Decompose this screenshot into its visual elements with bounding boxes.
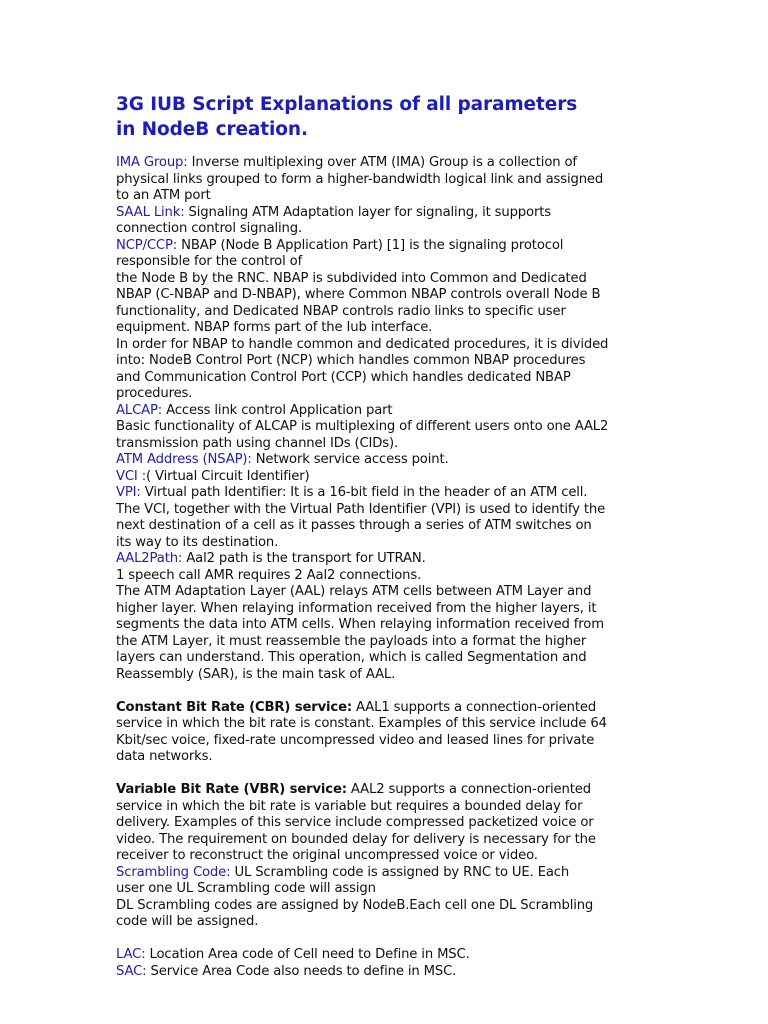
text-line xyxy=(116,815,656,832)
term-label: ATM Address (NSAP): xyxy=(116,452,252,467)
line-text: AAL1 supports a connection-oriented xyxy=(352,699,597,715)
text-line xyxy=(116,617,656,634)
text-line xyxy=(116,287,656,304)
term-label: Constant Bit Rate (CBR) service: xyxy=(116,699,353,715)
term-label: NCP/CCP: xyxy=(116,237,178,253)
line-text: video. The requirement on bounded delay for delivery is necessary for the xyxy=(116,831,596,847)
text-line xyxy=(116,188,656,205)
blank-line xyxy=(116,766,656,783)
line-text: Access link control Application part xyxy=(162,402,393,418)
line-text: the Node B by the RNC. NBAP is subdivided into Common and Dedicated xyxy=(116,270,587,286)
line-text: segments the data into ATM cells. When relaying information received from xyxy=(116,617,604,632)
text-line xyxy=(116,254,656,271)
line-text: to an ATM port xyxy=(116,188,211,203)
text-line xyxy=(116,518,656,535)
term-label: LAC: xyxy=(116,947,146,962)
line-text: delivery. Examples of this service include compressed packetized voice or xyxy=(116,815,594,830)
text-line xyxy=(116,848,656,865)
text-line xyxy=(116,650,656,667)
text-line xyxy=(116,535,656,552)
definition-line xyxy=(116,403,656,420)
term-label: VPI: xyxy=(116,485,141,500)
blank-line xyxy=(116,683,656,700)
definition-line xyxy=(116,964,656,981)
line-text: DL Scrambling codes are assigned by NodeB.Each cell one DL Scrambling xyxy=(116,897,594,913)
line-text: functionality, and Dedicated NBAP controls radio links to specific user xyxy=(116,303,566,319)
line-text: its way to its destination. xyxy=(116,534,279,550)
line-text: Location Area code of Cell need to Define in MSC. xyxy=(145,947,470,962)
text-line xyxy=(116,502,656,519)
line-text: Service Area Code also needs to define in MSC. xyxy=(146,963,457,979)
definition-line xyxy=(116,205,656,222)
definition-line xyxy=(116,865,656,882)
blank-line xyxy=(116,931,656,948)
line-text: Kbit/sec voice, fixed-rate uncompressed video and leased lines for private xyxy=(116,732,595,748)
definition-line xyxy=(116,551,656,568)
document-page xyxy=(116,92,656,980)
term-label: SAC: xyxy=(116,963,147,979)
term-label: VCI : xyxy=(116,468,147,484)
text-line xyxy=(116,172,656,189)
line-text: next destination of a cell as it passes through a series of ATM switches on xyxy=(116,518,592,533)
line-text: Basic functionality of ALCAP is multiplexing of different users onto one AAL2 xyxy=(116,419,609,434)
text-line xyxy=(116,436,656,453)
term-label: IMA Group: xyxy=(116,155,188,170)
text-line xyxy=(116,881,656,898)
definition-line xyxy=(116,700,656,717)
text-line xyxy=(116,733,656,750)
term-label: AAL2Path: xyxy=(116,551,183,566)
text-line xyxy=(116,568,656,585)
text-line xyxy=(116,601,656,618)
line-text: procedures. xyxy=(116,386,193,401)
line-text: The ATM Adaptation Layer (AAL) relays ATM cells between ATM Layer and xyxy=(116,584,592,599)
line-text: Virtual path Identifier: It is a 16-bit field in the header of an ATM cell. xyxy=(140,485,588,500)
line-text: and Communication Control Port (CCP) which handles dedicated NBAP xyxy=(116,369,571,385)
term-label: Scrambling Code: xyxy=(116,864,231,880)
text-line xyxy=(116,320,656,337)
definition-line xyxy=(116,947,656,964)
text-line xyxy=(116,667,656,684)
definition-line xyxy=(116,452,656,469)
line-text: responsible for the control of xyxy=(116,254,303,269)
line-text: into: NodeB Control Port (NCP) which handles common NBAP procedures xyxy=(116,353,586,368)
line-text: higher layer. When relaying information received from the higher layers, it xyxy=(116,600,597,616)
definition-line xyxy=(116,782,656,799)
line-text: NBAP (Node B Application Part) [1] is the signaling protocol xyxy=(177,237,564,253)
definition-line xyxy=(116,485,656,502)
text-line xyxy=(116,799,656,816)
term-label: Variable Bit Rate (VBR) service: xyxy=(116,782,347,797)
text-line xyxy=(116,419,656,436)
line-text: connection control signaling. xyxy=(116,221,302,236)
line-text: transmission path using channel IDs (CIDs). xyxy=(116,435,399,451)
text-line xyxy=(116,832,656,849)
line-text: equipment. NBAP forms part of the Iub interface. xyxy=(116,320,433,335)
line-text: service in which the bit rate is constant. Examples of this service include 64 xyxy=(116,716,607,731)
line-text: UL Scrambling code is assigned by RNC to UE. Each xyxy=(230,864,570,880)
line-text: The VCI, together with the Virtual Path Identifier (VPI) is used to identify the xyxy=(116,501,606,517)
definition-line xyxy=(116,469,656,486)
line-text: 1 speech call AMR requires 2 Aal2 connections. xyxy=(116,567,422,583)
title-line: in NodeB creation. xyxy=(116,119,308,140)
document-body xyxy=(116,155,656,980)
line-text: Reassembly (SAR), is the main task of AAL. xyxy=(116,666,396,682)
line-text: NBAP (C-NBAP and D-NBAP), where Common NBAP controls overall Node B xyxy=(116,287,601,302)
line-text: receiver to reconstruct the original uncompressed voice or video. xyxy=(116,848,538,863)
text-line xyxy=(116,634,656,651)
text-line xyxy=(116,370,656,387)
line-text: Network service access point. xyxy=(251,452,449,467)
line-text: Inverse multiplexing over ATM (IMA) Group is a collection of xyxy=(187,155,577,170)
text-line xyxy=(116,353,656,370)
definition-line xyxy=(116,155,656,172)
line-text: user one UL Scrambling code will assign xyxy=(116,881,376,896)
line-text: In order for NBAP to handle common and dedicated procedures, it is divided xyxy=(116,336,609,352)
text-line xyxy=(116,221,656,238)
text-line xyxy=(116,304,656,321)
line-text: layers can understand. This operation, which is called Segmentation and xyxy=(116,650,587,665)
line-text: data networks. xyxy=(116,749,213,764)
text-line xyxy=(116,749,656,766)
line-text: service in which the bit rate is variable but requires a bounded delay for xyxy=(116,798,583,814)
line-text: physical links grouped to form a higher-bandwidth logical link and assigned xyxy=(116,171,604,187)
document-title xyxy=(116,92,656,142)
text-line xyxy=(116,386,656,403)
text-line xyxy=(116,337,656,354)
line-text: AAL2 supports a connection-oriented xyxy=(346,782,591,797)
text-line xyxy=(116,716,656,733)
title-line: 3G IUB Script Explanations of all parameters xyxy=(116,94,578,115)
line-text: code will be assigned. xyxy=(116,914,259,929)
line-text: Signaling ATM Adaptation layer for signaling, it supports xyxy=(184,204,551,220)
line-text: ( Virtual Circuit Identifier) xyxy=(146,468,310,484)
text-line xyxy=(116,584,656,601)
line-text: the ATM Layer, it must reassemble the payloads into a format the higher xyxy=(116,633,587,649)
text-line xyxy=(116,898,656,915)
text-line xyxy=(116,271,656,288)
text-line xyxy=(116,914,656,931)
term-label: SAAL Link: xyxy=(116,204,185,220)
line-text: Aal2 path is the transport for UTRAN. xyxy=(182,551,426,566)
term-label: ALCAP: xyxy=(116,402,163,418)
definition-line xyxy=(116,238,656,255)
